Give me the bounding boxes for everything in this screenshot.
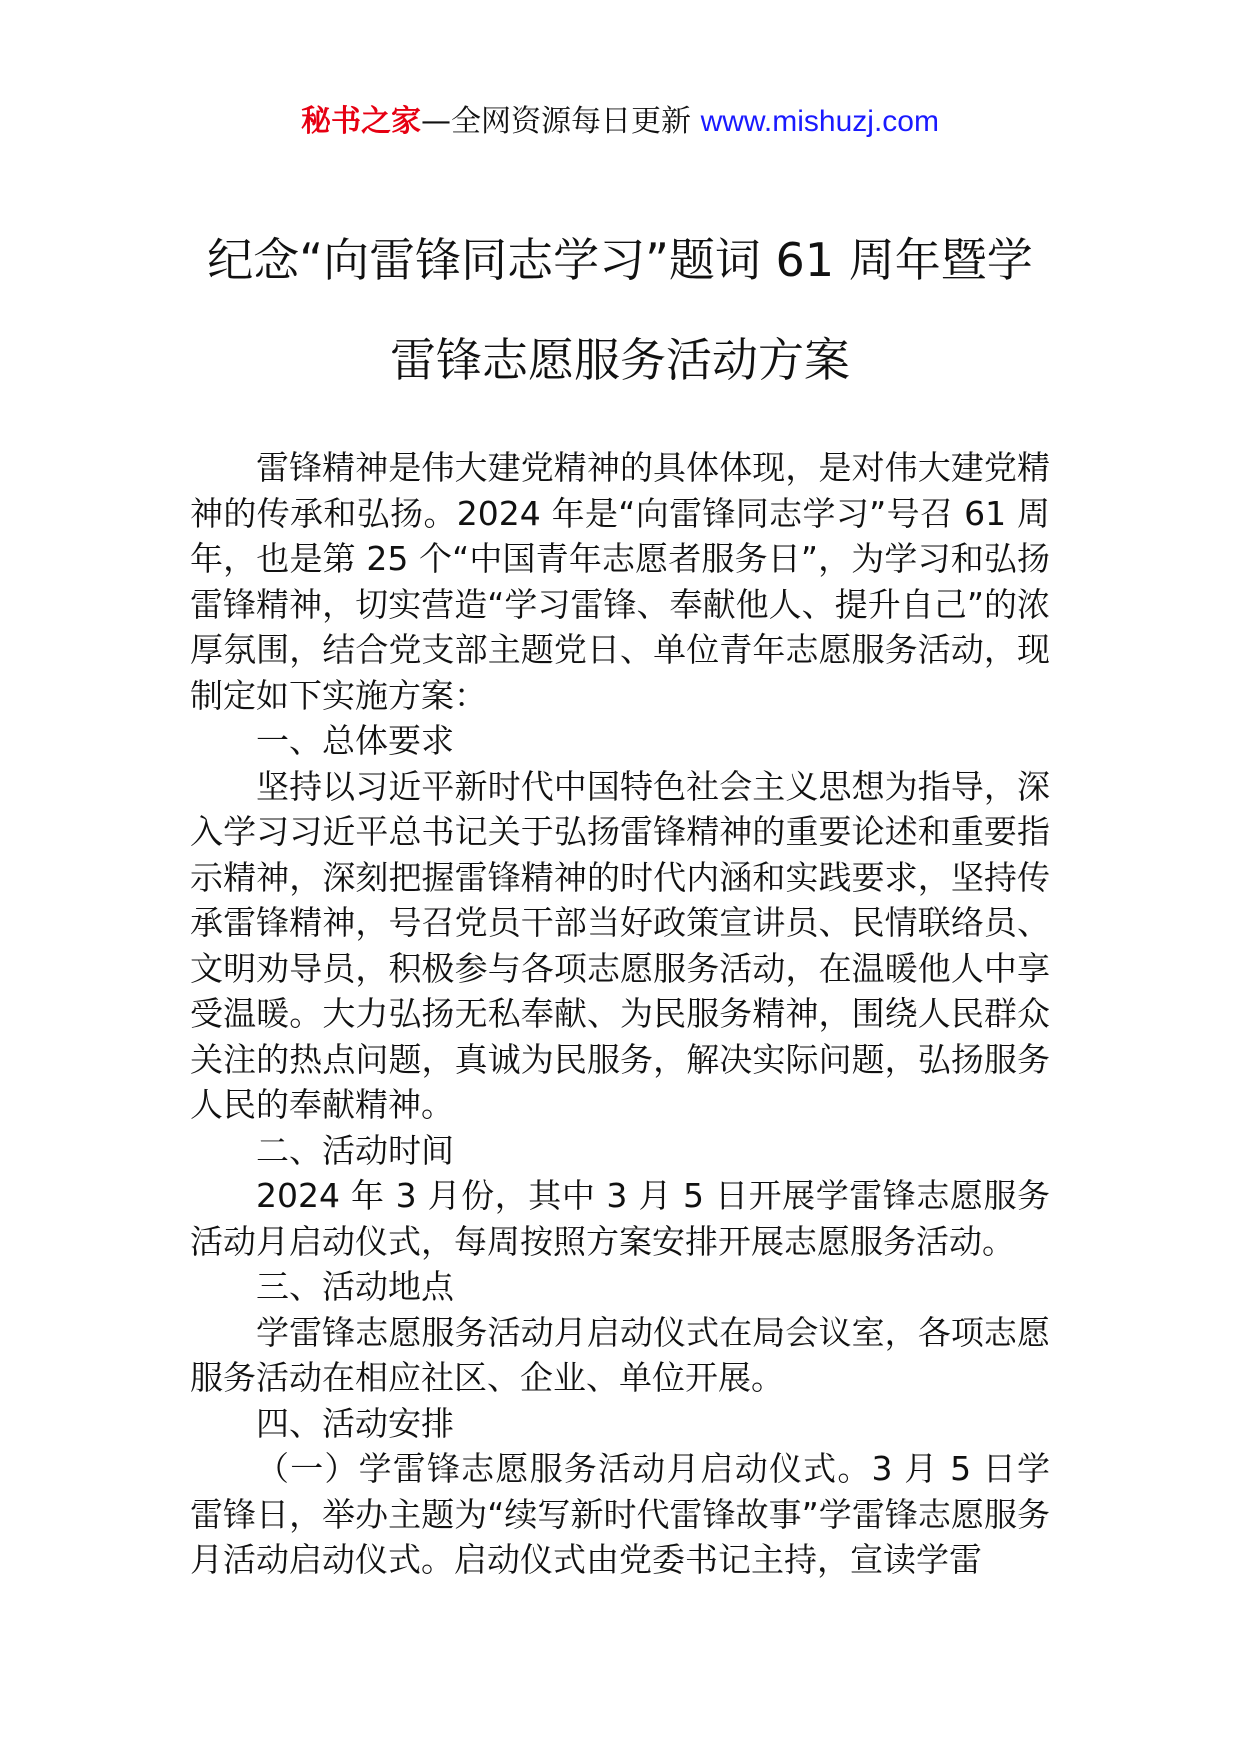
section-heading-activity-location: 三、活动地点 xyxy=(256,1267,454,1306)
site-url-link[interactable]: www.mishuzj.com xyxy=(700,105,939,138)
section-heading-activity-arrangement: 四、活动安排 xyxy=(256,1403,454,1443)
activity-location-paragraph: 学雷锋志愿服务活动月启动仪式在局会议室，各项志愿服务活动在相应社区、企业、单位开展。 xyxy=(190,1312,1050,1397)
activity-arrangement-paragraph: （一）学雷锋志愿服务活动月启动仪式。3 月 5 日学雷锋日，举办主题为“续写新时代雷锋故事”学雷锋志愿服务月活动启动仪式。启动仪式由党委书记主持，宣读学雷 xyxy=(190,1449,1050,1579)
document-title xyxy=(150,210,1090,410)
section-heading-general-requirements: 一、总体要求 xyxy=(256,721,454,760)
title-line-1: 纪念“向雷锋同志学习”题词 61 周年暨学 xyxy=(207,233,1033,287)
general-requirements-paragraph: 坚持以习近平新时代中国特色社会主义思想为指导，深入学习习近平总书记关于弘扬雷锋精神的重要论述和重要指示精神，深刻把握雷锋精神的时代内涵和实践要求，坚持传承雷锋精神，号召党员干部当好政策宣讲员、民情联络员、文明劝导员，积极参与各项志愿服务活动，在温暖他人中享受温暖。大力弘扬无私奉献、为民服务精神，围绕人民群众关注的热点问题，真诚为民服务，解决实际问题，弘扬服务人民的奉献精神。 xyxy=(190,766,1050,1124)
document-body xyxy=(190,445,1050,1583)
intro-paragraph: 雷锋精神是伟大建党精神的具体体现，是对伟大建党精神的传承和弘扬。2024 年是“向雷锋同志学习”号召 61 周年，也是第 25 个“中国青年志愿者服务日”，为学习和弘扬雷锋精神，切实营造“学习雷锋、奉献他人、提升自己”的浓厚氛围，结合党支部主题党日、单位青年志愿服务活动，现制定如下实施方案： xyxy=(190,448,1050,715)
brand-name: 秘书之家 xyxy=(301,104,422,139)
title-line-2: 雷锋志愿服务活动方案 xyxy=(390,333,850,387)
header-tagline: —全网资源每日更新 xyxy=(421,104,701,139)
section-heading-activity-time: 二、活动时间 xyxy=(256,1130,454,1170)
site-header xyxy=(0,100,1240,144)
activity-time-paragraph: 2024 年 3 月份，其中 3 月 5 日开展学雷锋志愿服务活动月启动仪式，每周按照方案安排开展志愿服务活动。 xyxy=(190,1176,1050,1261)
